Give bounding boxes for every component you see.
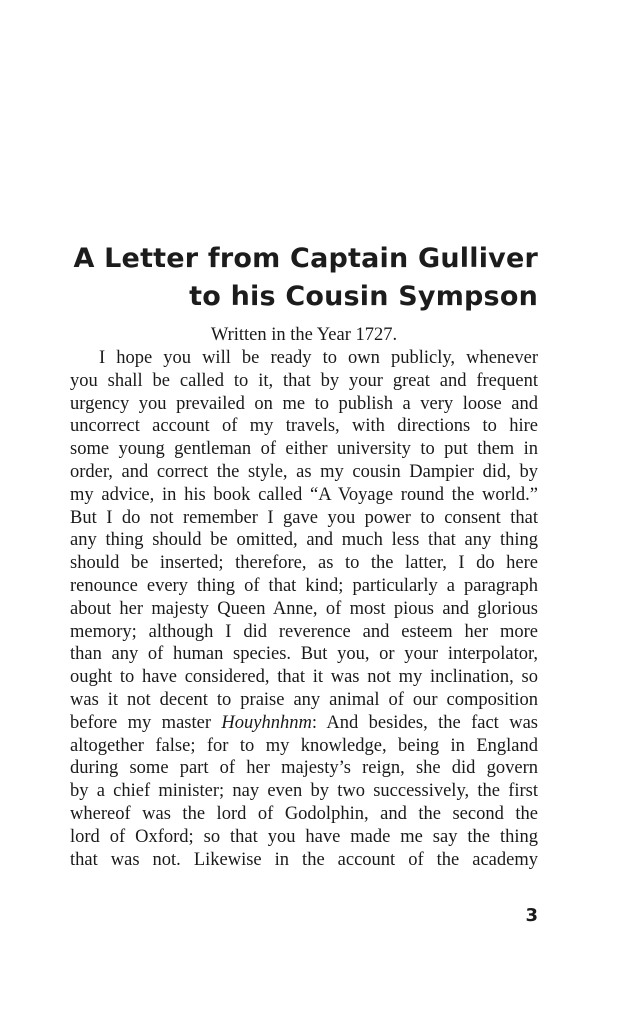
text-line: my advice, in his book called “A Voyage round the world.” (70, 484, 538, 505)
text-line: lord of Oxford; so that you have made me say the thing (70, 826, 538, 847)
text-line: order, and correct the style, as my cousin Dampier did, by (70, 461, 538, 482)
italic-word: Houyhnhnm (221, 712, 312, 733)
text-line: some young gentleman of either university to put them in (70, 439, 538, 460)
text-line: I hope you will be ready to own publicly, whenever (99, 348, 538, 368)
text-line: urgency you prevailed on me to publish a very loose and (70, 393, 538, 414)
text-line: about her majesty Queen Anne, of most pious and glorious (70, 598, 538, 619)
chapter-title (70, 240, 538, 316)
text-line: you shall be called to it, that by your great and frequent (70, 370, 538, 391)
text-line: any thing should be omitted, and much less that any thing (70, 530, 538, 551)
text-line: during some part of her majesty’s reign, she did govern (70, 758, 538, 779)
dateline: Written in the Year 1727. (210, 325, 398, 345)
chapter-title-line-2: to his Cousin Sympson (189, 281, 538, 312)
text-line-with-italic (70, 712, 538, 735)
text-line: by a chief minister; nay even by two successively, the first (70, 781, 538, 802)
text-line: should be inserted; therefore, as to the latter, I do here (70, 553, 538, 574)
text-segment: : And besides, the fact was (311, 712, 538, 733)
page-number: 3 (525, 905, 538, 926)
text-line: uncorrect account of my travels, with directions to hire (70, 416, 538, 437)
text-line: renounce every thing of that kind; particularly a paragraph (70, 575, 538, 596)
chapter-title-line-1: A Letter from Captain Gulliver (73, 243, 538, 274)
body-text (70, 347, 538, 871)
text-line: than any of human species. But you, or your interpolator, (70, 644, 538, 665)
text-line: that was not. Likewise in the account of the academy (70, 849, 538, 870)
text-line: was it not decent to praise any animal of our composition (70, 689, 538, 710)
text-line: ought to have considered, that it was not my inclination, so (70, 667, 538, 688)
text-line: memory; although I did reverence and esteem her more (70, 621, 538, 642)
text-line: But I do not remember I gave you power to consent that (70, 507, 538, 528)
text-line: whereof was the lord of Godolphin, and the second the (70, 803, 538, 824)
text-line: altogether false; for to my knowledge, being in England (70, 735, 538, 756)
text-segment: before my master (70, 712, 222, 733)
